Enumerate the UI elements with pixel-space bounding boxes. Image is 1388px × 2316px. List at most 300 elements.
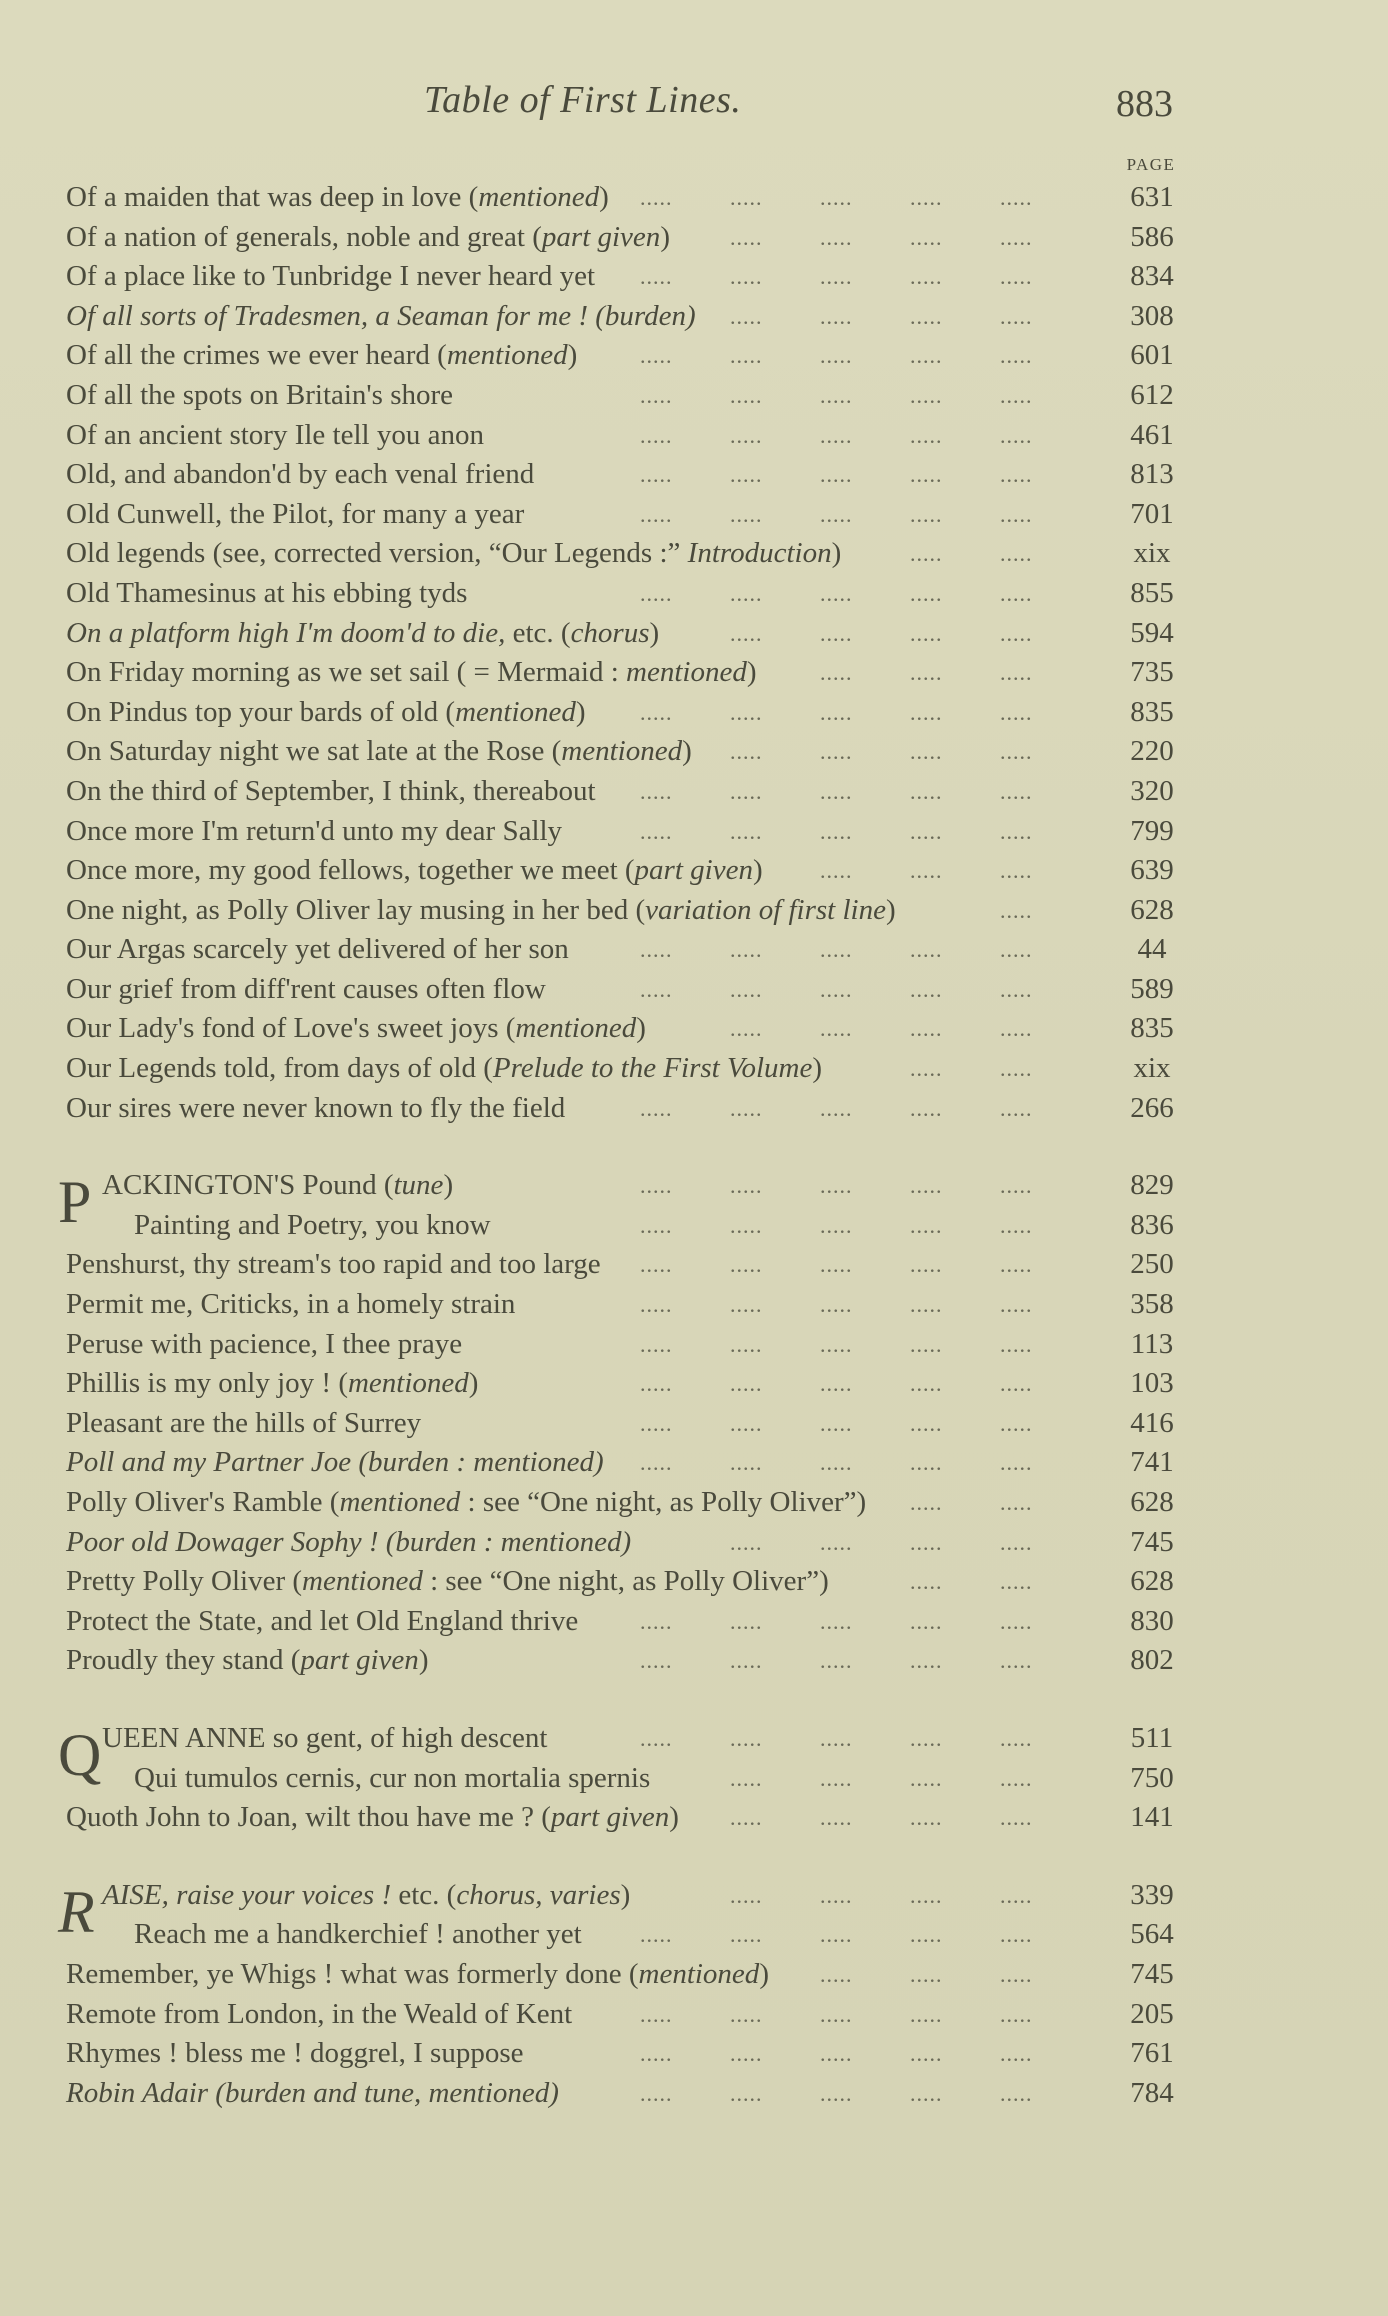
leader-dots: ..... bbox=[1000, 1173, 1033, 1199]
text-segment: etc. ( bbox=[391, 1878, 457, 1911]
first-line-text bbox=[66, 2034, 524, 2074]
text-segment: Our sires were never known to fly the field bbox=[66, 1091, 566, 1124]
leader-dots: ..... bbox=[910, 2041, 943, 2067]
index-entry bbox=[0, 851, 1388, 891]
text-segment: Penshurst, thy stream's too rapid and too large bbox=[66, 1248, 601, 1281]
leader-dots: ..... bbox=[730, 699, 763, 725]
leader-dots: ..... bbox=[910, 1490, 943, 1515]
italic-segment: mentioned bbox=[561, 735, 683, 768]
first-line-text bbox=[66, 495, 524, 535]
text-segment: Once more I'm return'd unto my dear Sally bbox=[66, 814, 563, 847]
leader-dots: ..... bbox=[1000, 976, 1033, 1002]
leader-dots: ..... bbox=[1000, 1608, 1033, 1634]
leader-dots: ..... bbox=[910, 1095, 943, 1121]
text-segment: ) bbox=[575, 695, 586, 728]
text-segment: On Pindus top your bards of old ( bbox=[66, 695, 456, 728]
italic-segment: chorus, varies bbox=[456, 1878, 621, 1911]
leader-dots: ..... bbox=[820, 462, 853, 488]
leader-dots: ..... bbox=[640, 1922, 673, 1948]
leader-dots: ..... bbox=[1000, 1252, 1033, 1278]
text-segment: ) bbox=[418, 1644, 429, 1677]
italic-segment: mentioned bbox=[339, 1486, 461, 1518]
leader-dots: ..... bbox=[730, 1212, 763, 1238]
page-ref: 761 bbox=[1130, 2037, 1174, 2070]
leader-dots: ..... bbox=[820, 1529, 853, 1555]
index-entry bbox=[0, 812, 1388, 852]
leader-dots: ..... bbox=[820, 739, 853, 765]
index-entry bbox=[0, 1325, 1388, 1365]
text-segment: Of all the crimes we ever heard ( bbox=[66, 339, 447, 372]
leader-dots: ..... bbox=[820, 660, 853, 686]
page-ref: xix bbox=[1133, 1052, 1171, 1085]
page-ref: 631 bbox=[1130, 181, 1174, 213]
leader-dots: ..... bbox=[730, 382, 763, 408]
leader-dots: ..... bbox=[1000, 1922, 1033, 1948]
text-segment: Of a maiden that was deep in love ( bbox=[66, 181, 479, 213]
leader-dots: ..... bbox=[1000, 1331, 1033, 1357]
leader-dots: ..... bbox=[820, 778, 853, 804]
text-segment: Remote from London, in the Weald of Kent bbox=[66, 1997, 573, 2030]
text-segment: Polly Oliver's Ramble ( bbox=[66, 1486, 340, 1518]
text-segment: UEEN ANNE so gent, of high descent bbox=[102, 1721, 548, 1754]
leader-dots: ..... bbox=[820, 818, 853, 844]
text-segment: ) bbox=[752, 854, 763, 887]
leader-dots: ..... bbox=[730, 1252, 763, 1278]
leader-dots: ..... bbox=[910, 1292, 943, 1318]
leader-dots: ..... bbox=[1000, 1056, 1033, 1082]
text-segment: Of all the spots on Britain's shore bbox=[66, 378, 454, 411]
leader-dots: ..... bbox=[640, 1292, 673, 1318]
leader-dots: ..... bbox=[910, 2001, 943, 2027]
leader-dots: ..... bbox=[910, 501, 943, 527]
section-gap bbox=[0, 1838, 1388, 1876]
page-ref: 141 bbox=[1130, 1801, 1174, 1834]
index-entry bbox=[0, 1641, 1388, 1681]
leader-dots: ..... bbox=[820, 1173, 853, 1199]
leader-dots: ..... bbox=[910, 343, 943, 369]
leader-dots: ..... bbox=[910, 2080, 943, 2106]
first-line-text bbox=[134, 1759, 650, 1799]
page-ref: 416 bbox=[1130, 1406, 1174, 1439]
leader-dots: ..... bbox=[640, 1212, 673, 1238]
index-entry bbox=[0, 970, 1388, 1010]
italic-segment: chorus bbox=[570, 616, 650, 649]
page-ref: 836 bbox=[1130, 1208, 1174, 1241]
first-line-text bbox=[66, 614, 659, 654]
text-segment: ) bbox=[660, 220, 670, 253]
leader-dots: ..... bbox=[1000, 1016, 1033, 1042]
first-line-text bbox=[66, 1049, 822, 1089]
leader-dots: ..... bbox=[910, 382, 943, 408]
italic-segment: AISE, raise your voices ! bbox=[102, 1878, 392, 1911]
index-entry bbox=[0, 614, 1388, 654]
index-entry bbox=[0, 257, 1388, 297]
italic-segment: mentioned bbox=[478, 181, 600, 213]
index-entry bbox=[0, 653, 1388, 693]
first-lines-index bbox=[0, 178, 1388, 2113]
page-ref: 612 bbox=[1130, 378, 1174, 411]
leader-dots: ..... bbox=[910, 1648, 943, 1674]
page-ref: 564 bbox=[1130, 1918, 1174, 1951]
italic-segment: tune bbox=[393, 1169, 444, 1202]
page-number: 883 bbox=[1116, 83, 1173, 125]
first-line-text bbox=[66, 693, 586, 733]
leader-dots: ..... bbox=[640, 818, 673, 844]
leader-dots: ..... bbox=[910, 580, 943, 606]
leader-dots: ..... bbox=[640, 2080, 673, 2106]
leader-dots: ..... bbox=[820, 1648, 853, 1674]
page-ref: 358 bbox=[1130, 1288, 1174, 1321]
leader-dots: ..... bbox=[730, 462, 763, 488]
text-segment: Of a nation of generals, noble and great ( bbox=[66, 220, 542, 253]
italic-segment: mentioned bbox=[626, 656, 747, 689]
leader-dots: ..... bbox=[1000, 1529, 1033, 1555]
leader-dots: ..... bbox=[820, 1212, 853, 1238]
drop-cap: R bbox=[58, 1878, 95, 1945]
leader-dots: ..... bbox=[910, 818, 943, 844]
index-entry bbox=[0, 534, 1388, 574]
leader-dots: ..... bbox=[910, 1212, 943, 1238]
leader-dots: ..... bbox=[910, 422, 943, 448]
leader-dots: ..... bbox=[730, 2001, 763, 2027]
leader-dots: ..... bbox=[640, 264, 673, 290]
leader-dots: ..... bbox=[730, 343, 763, 369]
first-line-text bbox=[66, 1641, 428, 1681]
leader-dots: ..... bbox=[820, 1725, 853, 1751]
italic-segment: part given bbox=[550, 1801, 670, 1834]
text-segment: ) bbox=[812, 1052, 823, 1085]
leader-dots: ..... bbox=[730, 1410, 763, 1436]
leader-dots: ..... bbox=[820, 224, 853, 250]
section-q bbox=[0, 1719, 1388, 1838]
index-entry bbox=[0, 891, 1388, 931]
leader-dots: ..... bbox=[640, 2001, 673, 2027]
first-line-text bbox=[66, 653, 757, 693]
leader-dots: ..... bbox=[640, 976, 673, 1002]
page-ref: 205 bbox=[1130, 1997, 1174, 2030]
leader-dots: ..... bbox=[910, 858, 943, 884]
leader-dots: ..... bbox=[1000, 699, 1033, 725]
page-ref: 601 bbox=[1130, 339, 1174, 372]
leader-dots: ..... bbox=[820, 1371, 853, 1397]
index-entry bbox=[0, 376, 1388, 416]
page-ref: xix bbox=[1133, 537, 1171, 570]
leader-dots: ..... bbox=[820, 1765, 853, 1791]
page-ref: 639 bbox=[1130, 854, 1174, 887]
leader-dots: ..... bbox=[1000, 897, 1033, 923]
index-entry bbox=[0, 1562, 1388, 1602]
leader-dots: ..... bbox=[730, 422, 763, 448]
text-segment: Of a place like to Tunbridge I never heard yet bbox=[66, 260, 596, 293]
leader-dots: ..... bbox=[730, 620, 763, 646]
text-segment: : see “One night, as Polly Oliver”) bbox=[460, 1486, 867, 1518]
index-entry bbox=[0, 1009, 1388, 1049]
page-ref: 829 bbox=[1130, 1169, 1174, 1202]
text-segment: ) bbox=[759, 1957, 769, 1990]
index-entry bbox=[0, 1602, 1388, 1642]
leader-dots: ..... bbox=[640, 1450, 673, 1476]
text-segment: One night, as Polly Oliver lay musing in her bed ( bbox=[66, 893, 646, 926]
leader-dots: ..... bbox=[910, 264, 943, 290]
leader-dots: ..... bbox=[1000, 858, 1033, 884]
italic-segment: Prelude to the First Volume bbox=[492, 1052, 813, 1085]
italic-segment: variation of first line bbox=[645, 893, 886, 926]
page-ref: 628 bbox=[1130, 1486, 1174, 1518]
index-entry bbox=[0, 495, 1388, 535]
leader-dots: ..... bbox=[910, 1805, 943, 1831]
page-ref: 266 bbox=[1130, 1091, 1174, 1124]
first-line-text bbox=[66, 376, 453, 416]
index-entry bbox=[0, 1523, 1388, 1563]
leader-dots: ..... bbox=[730, 224, 763, 250]
leader-dots: ..... bbox=[730, 1922, 763, 1948]
leader-dots: ..... bbox=[820, 976, 853, 1002]
text-segment: Protect the State, and let Old England thrive bbox=[66, 1604, 579, 1637]
leader-dots: ..... bbox=[820, 1016, 853, 1042]
page-ref: 813 bbox=[1130, 458, 1174, 491]
leader-dots: ..... bbox=[640, 501, 673, 527]
leader-dots: ..... bbox=[730, 2080, 763, 2106]
leader-dots: ..... bbox=[1000, 1725, 1033, 1751]
text-segment: : see “One night, as Polly Oliver”) bbox=[422, 1565, 829, 1598]
leader-dots: ..... bbox=[820, 303, 853, 329]
page-ref: 830 bbox=[1130, 1604, 1174, 1637]
leader-dots: ..... bbox=[1000, 382, 1033, 408]
leader-dots: ..... bbox=[820, 2080, 853, 2106]
leader-dots: ..... bbox=[910, 1882, 943, 1908]
first-line-text bbox=[66, 2074, 559, 2114]
leader-dots: ..... bbox=[910, 1725, 943, 1751]
leader-dots: ..... bbox=[640, 1371, 673, 1397]
section-o bbox=[0, 178, 1388, 1128]
text-segment: Old legends (see, corrected version, “Our Legends :” bbox=[66, 537, 688, 570]
text-segment: Pleasant are the hills of Surrey bbox=[66, 1406, 422, 1439]
leader-dots: ..... bbox=[820, 1292, 853, 1318]
leader-dots: ..... bbox=[1000, 1765, 1033, 1791]
leader-dots: ..... bbox=[1000, 264, 1033, 290]
leader-dots: ..... bbox=[1000, 2080, 1033, 2106]
leader-dots: ..... bbox=[640, 462, 673, 488]
leader-dots: ..... bbox=[820, 1805, 853, 1831]
first-line-text bbox=[66, 1285, 515, 1325]
page-ref: 750 bbox=[1130, 1761, 1174, 1794]
page-ref: 799 bbox=[1130, 814, 1174, 847]
first-line-text bbox=[66, 178, 609, 218]
leader-dots: ..... bbox=[640, 1608, 673, 1634]
leader-dots: ..... bbox=[1000, 937, 1033, 963]
leader-dots: ..... bbox=[730, 1648, 763, 1674]
leader-dots: ..... bbox=[640, 1410, 673, 1436]
leader-dots: ..... bbox=[910, 1410, 943, 1436]
leader-dots: ..... bbox=[730, 264, 763, 290]
index-entry bbox=[0, 732, 1388, 772]
leader-dots: ..... bbox=[1000, 343, 1033, 369]
leader-dots: ..... bbox=[640, 1648, 673, 1674]
italic-segment: mentioned bbox=[515, 1012, 637, 1045]
leader-dots: ..... bbox=[730, 1805, 763, 1831]
index-entry bbox=[0, 930, 1388, 970]
first-line-text bbox=[66, 1404, 421, 1444]
first-line-text bbox=[66, 534, 841, 574]
leader-dots: ..... bbox=[1000, 620, 1033, 646]
index-entry bbox=[0, 1364, 1388, 1404]
text-segment: ) bbox=[620, 1878, 631, 1911]
first-line-text bbox=[66, 1955, 769, 1995]
leader-dots: ..... bbox=[820, 264, 853, 290]
index-entry bbox=[0, 2074, 1388, 2114]
text-segment: ) bbox=[649, 616, 660, 649]
first-line-text bbox=[66, 218, 670, 258]
leader-dots: ..... bbox=[820, 1922, 853, 1948]
leader-dots: ..... bbox=[910, 1765, 943, 1791]
text-segment: ACKINGTON'S Pound ( bbox=[102, 1169, 394, 1202]
italic-segment: mentioned bbox=[455, 695, 576, 728]
leader-dots: ..... bbox=[820, 858, 853, 884]
leader-dots: ..... bbox=[910, 541, 943, 567]
first-line-text bbox=[102, 1876, 630, 1916]
first-line-text bbox=[134, 1206, 491, 1246]
page-ref: 802 bbox=[1130, 1644, 1174, 1677]
page-ref: 511 bbox=[1130, 1721, 1174, 1754]
first-line-text bbox=[66, 732, 692, 772]
leader-dots: ..... bbox=[820, 422, 853, 448]
page-ref: 835 bbox=[1130, 1012, 1174, 1045]
leader-dots: ..... bbox=[1000, 818, 1033, 844]
leader-dots: ..... bbox=[1000, 462, 1033, 488]
leader-dots: ..... bbox=[640, 382, 673, 408]
leader-dots: ..... bbox=[820, 343, 853, 369]
leader-dots: ..... bbox=[730, 1450, 763, 1476]
leader-dots: ..... bbox=[640, 937, 673, 963]
leader-dots: ..... bbox=[910, 1331, 943, 1357]
first-line-text bbox=[66, 1995, 572, 2035]
text-segment: ) bbox=[599, 181, 609, 213]
index-entry bbox=[0, 1759, 1388, 1799]
first-line-text bbox=[66, 851, 763, 891]
page-ref: 701 bbox=[1130, 497, 1174, 530]
first-line-text bbox=[66, 336, 577, 376]
leader-dots: ..... bbox=[820, 185, 853, 210]
page-ref: 735 bbox=[1130, 656, 1174, 689]
page-ref: 741 bbox=[1130, 1446, 1174, 1479]
first-line-text bbox=[66, 772, 596, 812]
leader-dots: ..... bbox=[910, 1922, 943, 1948]
text-segment: ) bbox=[468, 1367, 479, 1400]
leader-dots: ..... bbox=[1000, 303, 1033, 329]
leader-dots: ..... bbox=[820, 2001, 853, 2027]
leader-dots: ..... bbox=[910, 620, 943, 646]
italic-segment: mentioned bbox=[302, 1565, 423, 1598]
page-ref: 220 bbox=[1130, 735, 1174, 768]
leader-dots: ..... bbox=[730, 1331, 763, 1357]
section-gap bbox=[0, 1128, 1388, 1166]
page-ref: 113 bbox=[1130, 1327, 1174, 1360]
page-ref: 594 bbox=[1130, 616, 1174, 649]
leader-dots: ..... bbox=[910, 1608, 943, 1634]
index-entry bbox=[0, 416, 1388, 456]
leader-dots: ..... bbox=[820, 1410, 853, 1436]
text-segment: Reach me a handkerchief ! another yet bbox=[134, 1918, 582, 1951]
index-entry bbox=[0, 1955, 1388, 1995]
italic-segment: On a platform high I'm doom'd to die, bbox=[66, 616, 506, 649]
italic-segment: Of all sorts of Tradesmen, a Seaman for me ! (burden) bbox=[66, 299, 696, 332]
text-segment: Old Thamesinus at his ebbing tyds bbox=[66, 576, 468, 609]
text-segment: On Friday morning as we set sail ( = Mermaid : bbox=[66, 656, 627, 689]
first-line-text bbox=[66, 1798, 679, 1838]
leader-dots: ..... bbox=[820, 1331, 853, 1357]
text-segment: Proudly they stand ( bbox=[66, 1644, 301, 1677]
leader-dots: ..... bbox=[820, 580, 853, 606]
leader-dots: ..... bbox=[1000, 778, 1033, 804]
text-segment: ) bbox=[746, 656, 757, 689]
leader-dots: ..... bbox=[640, 778, 673, 804]
leader-dots: ..... bbox=[910, 1252, 943, 1278]
first-line-text bbox=[102, 1166, 453, 1206]
leader-dots: ..... bbox=[730, 818, 763, 844]
leader-dots: ..... bbox=[910, 1173, 943, 1199]
text-segment: Peruse with pacience, I thee praye bbox=[66, 1327, 463, 1360]
leader-dots: ..... bbox=[910, 699, 943, 725]
italic-segment: Robin Adair (burden and tune, mentioned) bbox=[66, 2076, 559, 2109]
index-entry bbox=[0, 1483, 1388, 1523]
italic-segment: mentioned bbox=[638, 1957, 760, 1990]
text-segment: Our Argas scarcely yet delivered of her son bbox=[66, 933, 569, 966]
text-segment: ) bbox=[682, 735, 692, 768]
leader-dots: ..... bbox=[640, 422, 673, 448]
leader-dots: ..... bbox=[1000, 1961, 1033, 1987]
leader-dots: ..... bbox=[910, 185, 943, 210]
index-entry bbox=[0, 574, 1388, 614]
leader-dots: ..... bbox=[1000, 1212, 1033, 1238]
leader-dots: ..... bbox=[1000, 185, 1033, 210]
leader-dots: ..... bbox=[820, 1252, 853, 1278]
leader-dots: ..... bbox=[1000, 580, 1033, 606]
first-line-text bbox=[134, 1915, 582, 1955]
leader-dots: ..... bbox=[1000, 1371, 1033, 1397]
leader-dots: ..... bbox=[730, 1095, 763, 1121]
index-entry bbox=[0, 455, 1388, 495]
first-line-text bbox=[66, 1325, 462, 1365]
text-segment: Our Legends told, from days of old ( bbox=[66, 1052, 493, 1085]
text-segment: Permit me, Criticks, in a homely strain bbox=[66, 1288, 516, 1321]
leader-dots: ..... bbox=[640, 699, 673, 725]
leader-dots: ..... bbox=[910, 976, 943, 1002]
index-entry bbox=[0, 1206, 1388, 1246]
first-line-text bbox=[66, 891, 896, 931]
leader-dots: ..... bbox=[1000, 1882, 1033, 1908]
page-ref: 308 bbox=[1130, 299, 1174, 332]
index-entry bbox=[0, 1245, 1388, 1285]
index-entry bbox=[0, 2034, 1388, 2074]
leader-dots: ..... bbox=[910, 1529, 943, 1555]
leader-dots: ..... bbox=[1000, 224, 1033, 250]
page-ref: 103 bbox=[1130, 1367, 1174, 1400]
leader-dots: ..... bbox=[1000, 1095, 1033, 1121]
leader-dots: ..... bbox=[820, 937, 853, 963]
page-header bbox=[0, 68, 1388, 128]
first-line-text bbox=[66, 970, 546, 1010]
first-line-text bbox=[102, 1719, 547, 1759]
index-entry bbox=[0, 1443, 1388, 1483]
leader-dots: ..... bbox=[910, 739, 943, 765]
leader-dots: ..... bbox=[730, 937, 763, 963]
leader-dots: ..... bbox=[730, 1371, 763, 1397]
text-segment: Our Lady's fond of Love's sweet joys ( bbox=[66, 1012, 516, 1045]
leader-dots: ..... bbox=[730, 1725, 763, 1751]
text-segment: Remember, ye Whigs ! what was formerly done ( bbox=[66, 1957, 639, 1990]
index-entry bbox=[0, 1089, 1388, 1129]
first-line-text bbox=[66, 1483, 866, 1523]
